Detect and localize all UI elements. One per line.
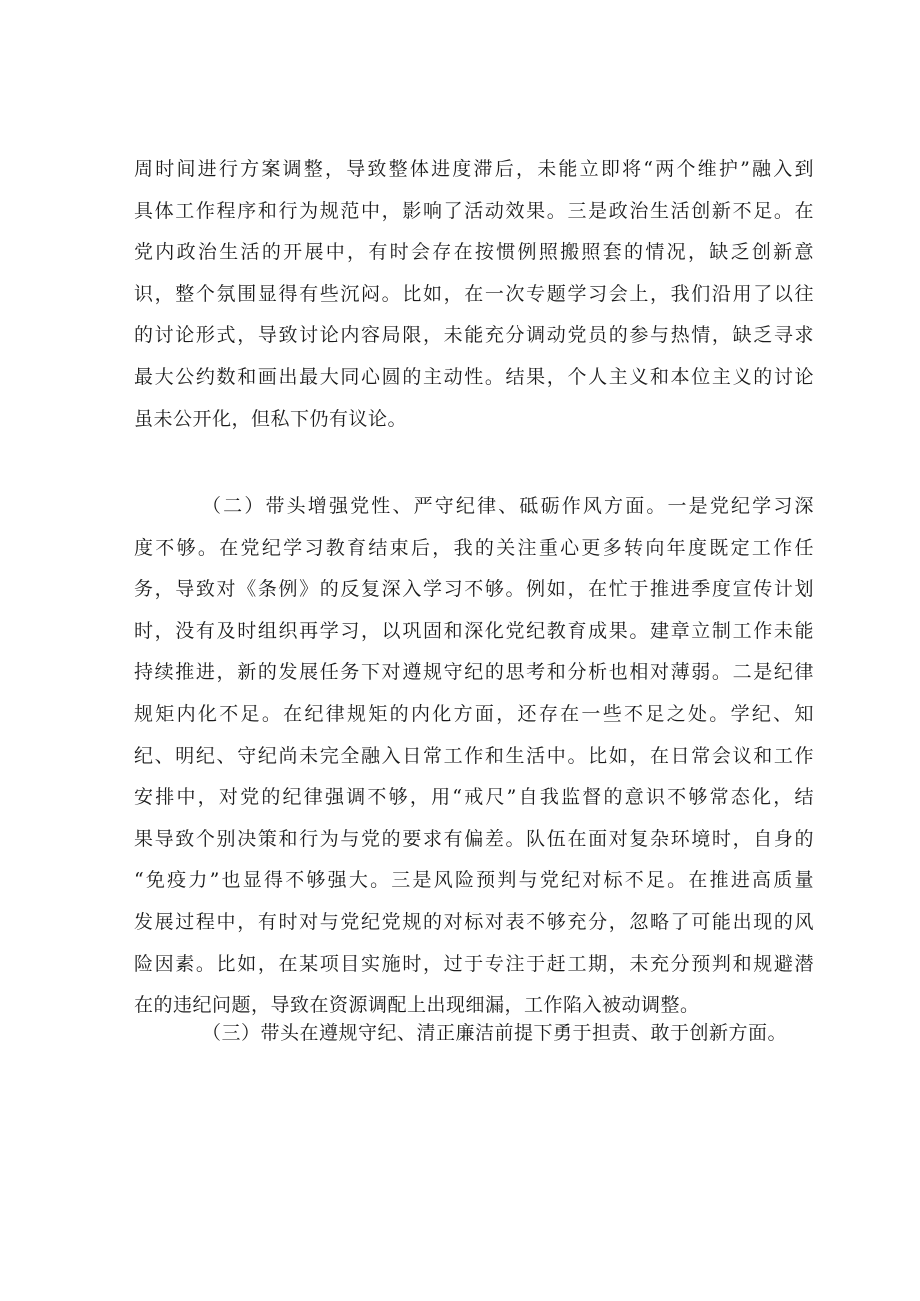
text-line: 的讨论形式，导致讨论内容局限，未能充分调动党员的参与热情，缺乏寻求 [134,324,814,347]
text-line: “免疫力”也显得不够强大。三是风险预判与党纪对标不足。在推进高质量 [134,869,814,892]
text-line: 最大公约数和画出最大同心圆的主动性。结果，个人主义和本位主义的讨论 [134,365,814,388]
text-line: 发展过程中，有时对与党纪党规的对标对表不够充分，忽略了可能出现的风 [134,910,814,933]
text-line: 具体工作程序和行为规范中，影响了活动效果。三是政治生活创新不足。在 [134,199,814,222]
text-line: 识，整个氛围显得有些沉闷。比如，在一次专题学习会上，我们沿用了以往 [134,282,814,305]
text-line: 周时间进行方案调整，导致整体进度滞后，未能立即将“两个维护”融入到 [134,158,814,180]
text-line: 务，导致对《条例》的反复深入学习不够。例如，在忙于推进季度宣传计划 [134,578,814,601]
paragraph-3 [134,1013,814,1055]
text-line: 党内政治生活的开展中，有时会存在按惯例照搬照套的情况，缺乏创新意 [134,241,814,264]
text-line: （二）带头增强党性、严守纪律、砥砺作风方面。一是党纪学习深 [202,495,814,517]
text-line: 纪、明纪、守纪尚未完全融入日常工作和生活中。比如，在日常会议和工作 [134,744,814,767]
text-line: 在的违纪问题，导致在资源调配上出现细漏，工作陷入被动调整。 [134,994,700,1017]
paragraph-2 [134,486,814,1027]
text-line: 持续推进，新的发展任务下对遵规守纪的思考和分析也相对薄弱。二是纪律 [134,661,814,684]
text-line: 险因素。比如，在某项目实施时，过于专注于赶工期，未充分预判和规避潜 [134,952,814,975]
text-line: 规矩内化不足。在纪律规矩的内化方面，还存在一些不足之处。学纪、知 [134,702,814,725]
text-line: 虽未公开化，但私下仍有议论。 [134,407,408,430]
text-line: （三）带头在遵规守纪、清正廉洁前提下勇于担责、敢于创新方面。 [202,1022,788,1044]
text-line: 时，没有及时组织再学习，以巩固和深化党纪教育成果。建章立制工作未能 [134,619,814,642]
paragraph-1 [134,149,814,440]
text-line: 度不够。在党纪学习教育结束后，我的关注重心更多转向年度既定工作任 [134,536,814,559]
text-line: 果导致个别决策和行为与党的要求有偏差。队伍在面对复杂环境时，自身的 [134,827,814,850]
text-line: 安排中，对党的纪律强调不够，用“戒尺”自我监督的意识不够常态化，结 [134,786,814,809]
